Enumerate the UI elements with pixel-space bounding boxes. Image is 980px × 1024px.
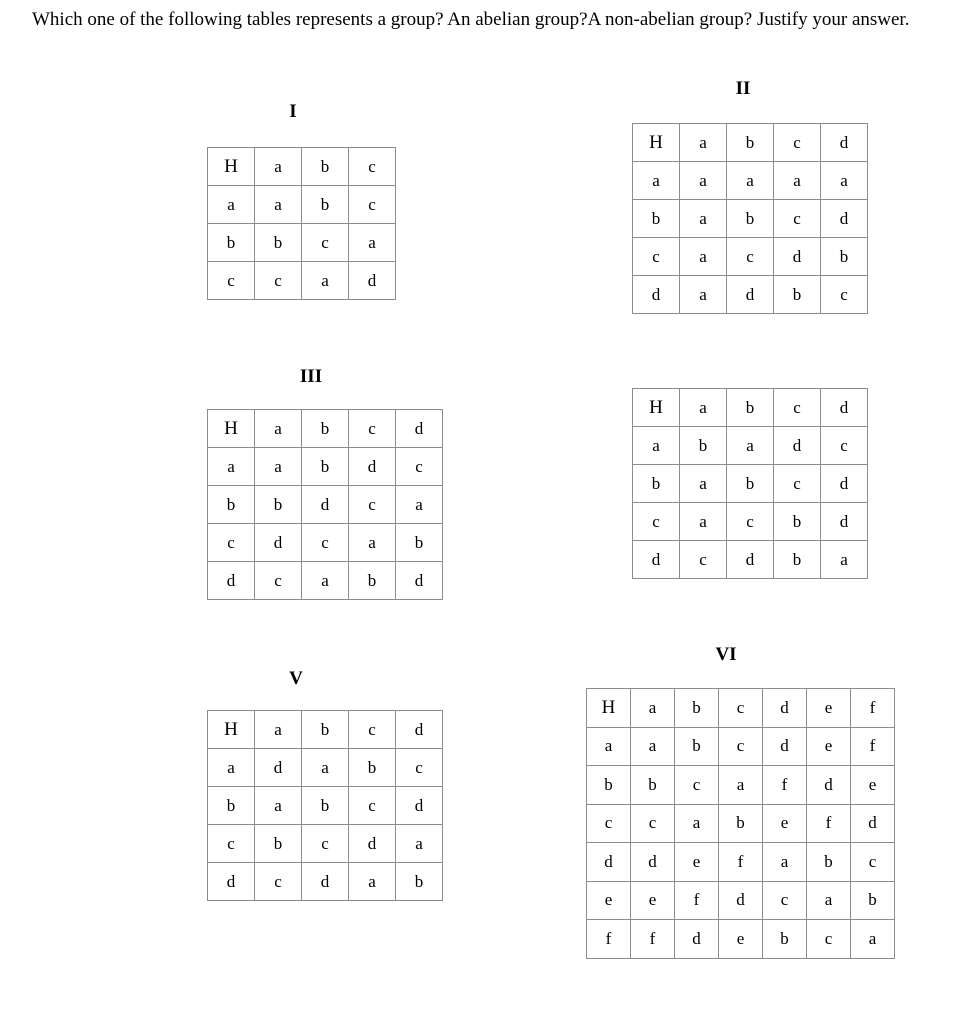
- row-label-cell: d: [633, 276, 680, 314]
- row-label-cell: c: [208, 262, 255, 300]
- table-cell: b: [807, 843, 851, 882]
- table-cell: d: [763, 727, 807, 766]
- row-label-cell: f: [587, 920, 631, 959]
- table-cell: d: [719, 881, 763, 920]
- table-cell: e: [763, 804, 807, 843]
- table-cell: d: [821, 465, 868, 503]
- table-label-II: II: [735, 78, 751, 99]
- table-row: [208, 524, 443, 562]
- table-cell: a: [807, 881, 851, 920]
- header-cell: c: [774, 124, 821, 162]
- table-row: [633, 465, 868, 503]
- table-cell: d: [349, 448, 396, 486]
- table-cell: c: [255, 863, 302, 901]
- row-label-cell: c: [633, 503, 680, 541]
- table-cell: a: [349, 224, 396, 262]
- table-cell: d: [851, 804, 895, 843]
- table-row: [208, 224, 396, 262]
- table-cell: c: [774, 200, 821, 238]
- table-cell: a: [675, 804, 719, 843]
- table-cell: d: [396, 787, 443, 825]
- table-cell: f: [807, 804, 851, 843]
- table-cell: a: [851, 920, 895, 959]
- table-cell: a: [821, 162, 868, 200]
- table-cell: a: [680, 162, 727, 200]
- table-cell: c: [349, 186, 396, 224]
- table-cell: a: [302, 562, 349, 600]
- table-header-row: [208, 410, 443, 448]
- table-cell: c: [774, 465, 821, 503]
- header-cell: e: [807, 689, 851, 728]
- table-cell: b: [396, 863, 443, 901]
- table-cell: d: [255, 749, 302, 787]
- table-cell: d: [631, 843, 675, 882]
- table-row: [587, 727, 895, 766]
- table-cell: b: [774, 541, 821, 579]
- operation-symbol-cell: H: [587, 689, 631, 728]
- header-cell: c: [349, 148, 396, 186]
- row-label-cell: e: [587, 881, 631, 920]
- table-cell: f: [675, 881, 719, 920]
- table-cell: a: [349, 524, 396, 562]
- header-cell: d: [763, 689, 807, 728]
- table-row: [208, 186, 396, 224]
- table-row: [208, 562, 443, 600]
- table-cell: c: [302, 825, 349, 863]
- table-cell: d: [727, 276, 774, 314]
- table-VI: [586, 688, 895, 959]
- table-cell: d: [727, 541, 774, 579]
- table-row: [208, 486, 443, 524]
- table-cell: b: [255, 825, 302, 863]
- table-row: [633, 541, 868, 579]
- header-cell: b: [302, 410, 349, 448]
- table-cell: d: [821, 503, 868, 541]
- table-cell: b: [349, 562, 396, 600]
- table-cell: e: [851, 766, 895, 805]
- row-label-cell: c: [587, 804, 631, 843]
- table-cell: c: [255, 562, 302, 600]
- header-cell: c: [774, 389, 821, 427]
- table-cell: b: [763, 920, 807, 959]
- table-cell: c: [631, 804, 675, 843]
- header-cell: c: [349, 410, 396, 448]
- row-label-cell: a: [587, 727, 631, 766]
- row-label-cell: b: [587, 766, 631, 805]
- table-cell: a: [719, 766, 763, 805]
- header-cell: f: [851, 689, 895, 728]
- table-cell: e: [807, 727, 851, 766]
- table-cell: c: [396, 749, 443, 787]
- table-row: [633, 200, 868, 238]
- table-cell: c: [680, 541, 727, 579]
- table-cell: d: [774, 427, 821, 465]
- table-cell: a: [302, 262, 349, 300]
- table-cell: c: [349, 787, 396, 825]
- table-header-row: [208, 148, 396, 186]
- row-label-cell: a: [633, 427, 680, 465]
- table-row: [633, 238, 868, 276]
- table-header-row: [633, 124, 868, 162]
- table-header-row: [208, 711, 443, 749]
- table-cell: b: [680, 427, 727, 465]
- table-V: [207, 710, 443, 901]
- row-label-cell: d: [587, 843, 631, 882]
- table-cell: c: [302, 524, 349, 562]
- question-text: Which one of the following tables represents a group? An abelian group?A non-abelian group? Justify your answer.: [32, 9, 910, 30]
- header-cell: b: [727, 124, 774, 162]
- table-row: [208, 787, 443, 825]
- table-row: [208, 749, 443, 787]
- table-cell: d: [349, 825, 396, 863]
- row-label-cell: b: [633, 465, 680, 503]
- table-cell: c: [675, 766, 719, 805]
- row-label-cell: c: [633, 238, 680, 276]
- table-cell: d: [396, 562, 443, 600]
- table-cell: d: [807, 766, 851, 805]
- table-cell: a: [727, 162, 774, 200]
- table-cell: b: [774, 503, 821, 541]
- header-cell: a: [255, 711, 302, 749]
- table-cell: b: [719, 804, 763, 843]
- table-cell: b: [302, 186, 349, 224]
- operation-symbol-cell: H: [208, 148, 255, 186]
- table-cell: c: [255, 262, 302, 300]
- table-cell: b: [302, 787, 349, 825]
- row-label-cell: d: [208, 863, 255, 901]
- table-row: [633, 276, 868, 314]
- table-cell: d: [821, 200, 868, 238]
- table-cell: b: [255, 486, 302, 524]
- table-cell: a: [349, 863, 396, 901]
- table-cell: c: [851, 843, 895, 882]
- table-cell: f: [851, 727, 895, 766]
- table-cell: b: [851, 881, 895, 920]
- table-cell: c: [727, 503, 774, 541]
- table-cell: c: [302, 224, 349, 262]
- table-cell: b: [727, 200, 774, 238]
- table-cell: a: [727, 427, 774, 465]
- operation-symbol-cell: H: [208, 410, 255, 448]
- row-label-cell: d: [208, 562, 255, 600]
- table-cell: a: [763, 843, 807, 882]
- row-label-cell: d: [633, 541, 680, 579]
- operation-symbol-cell: H: [633, 389, 680, 427]
- table-row: [587, 804, 895, 843]
- table-cell: f: [719, 843, 763, 882]
- table-III: [207, 409, 443, 600]
- table-cell: a: [255, 787, 302, 825]
- table-cell: a: [302, 749, 349, 787]
- table-cell: a: [396, 825, 443, 863]
- table-cell: a: [631, 727, 675, 766]
- table-cell: a: [680, 276, 727, 314]
- table-cell: a: [255, 186, 302, 224]
- table-row: [208, 863, 443, 901]
- table-header-row: [587, 689, 895, 728]
- operation-symbol-cell: H: [633, 124, 680, 162]
- table-cell: a: [396, 486, 443, 524]
- header-cell: a: [680, 124, 727, 162]
- header-cell: d: [821, 389, 868, 427]
- header-cell: a: [255, 410, 302, 448]
- table-cell: d: [302, 486, 349, 524]
- header-cell: a: [631, 689, 675, 728]
- header-cell: c: [349, 711, 396, 749]
- header-cell: b: [302, 711, 349, 749]
- table-row: [633, 162, 868, 200]
- table-cell: b: [302, 448, 349, 486]
- table-cell: c: [763, 881, 807, 920]
- row-label-cell: a: [633, 162, 680, 200]
- table-cell: a: [680, 465, 727, 503]
- header-cell: b: [675, 689, 719, 728]
- table-row: [208, 825, 443, 863]
- table-cell: c: [727, 238, 774, 276]
- table-cell: f: [631, 920, 675, 959]
- header-cell: b: [302, 148, 349, 186]
- table-cell: b: [631, 766, 675, 805]
- table-cell: c: [821, 427, 868, 465]
- table-cell: c: [719, 727, 763, 766]
- row-label-cell: b: [208, 787, 255, 825]
- table-cell: d: [255, 524, 302, 562]
- table-cell: c: [349, 486, 396, 524]
- table-cell: e: [719, 920, 763, 959]
- table-cell: b: [396, 524, 443, 562]
- table-cell: a: [255, 448, 302, 486]
- table-cell: e: [675, 843, 719, 882]
- table-cell: b: [821, 238, 868, 276]
- table-IV: [632, 388, 868, 579]
- table-cell: d: [675, 920, 719, 959]
- table-cell: c: [396, 448, 443, 486]
- table-cell: d: [302, 863, 349, 901]
- table-label-V: V: [289, 668, 303, 689]
- row-label-cell: c: [208, 524, 255, 562]
- table-cell: a: [774, 162, 821, 200]
- header-cell: d: [396, 711, 443, 749]
- table-cell: b: [727, 465, 774, 503]
- table-II: [632, 123, 868, 314]
- table-cell: c: [821, 276, 868, 314]
- header-cell: a: [255, 148, 302, 186]
- table-cell: e: [631, 881, 675, 920]
- table-cell: b: [255, 224, 302, 262]
- operation-symbol-cell: H: [208, 711, 255, 749]
- table-cell: a: [680, 200, 727, 238]
- table-I: [207, 147, 396, 300]
- table-cell: d: [349, 262, 396, 300]
- table-cell: a: [821, 541, 868, 579]
- row-label-cell: a: [208, 749, 255, 787]
- table-label-VI: VI: [715, 644, 737, 665]
- table-row: [208, 262, 396, 300]
- table-label-III: III: [299, 366, 323, 387]
- row-label-cell: a: [208, 186, 255, 224]
- header-cell: a: [680, 389, 727, 427]
- table-cell: b: [675, 727, 719, 766]
- header-cell: b: [727, 389, 774, 427]
- row-label-cell: a: [208, 448, 255, 486]
- header-cell: d: [396, 410, 443, 448]
- table-label-I: I: [289, 101, 297, 122]
- table-cell: f: [763, 766, 807, 805]
- header-cell: d: [821, 124, 868, 162]
- row-label-cell: b: [208, 224, 255, 262]
- table-row: [633, 427, 868, 465]
- header-cell: c: [719, 689, 763, 728]
- row-label-cell: b: [633, 200, 680, 238]
- table-cell: b: [349, 749, 396, 787]
- table-header-row: [633, 389, 868, 427]
- row-label-cell: c: [208, 825, 255, 863]
- table-row: [587, 843, 895, 882]
- table-row: [587, 766, 895, 805]
- table-row: [633, 503, 868, 541]
- table-row: [587, 881, 895, 920]
- table-cell: c: [807, 920, 851, 959]
- table-cell: d: [774, 238, 821, 276]
- table-row: [208, 448, 443, 486]
- table-cell: a: [680, 238, 727, 276]
- table-row: [587, 920, 895, 959]
- table-cell: a: [680, 503, 727, 541]
- table-cell: b: [774, 276, 821, 314]
- row-label-cell: b: [208, 486, 255, 524]
